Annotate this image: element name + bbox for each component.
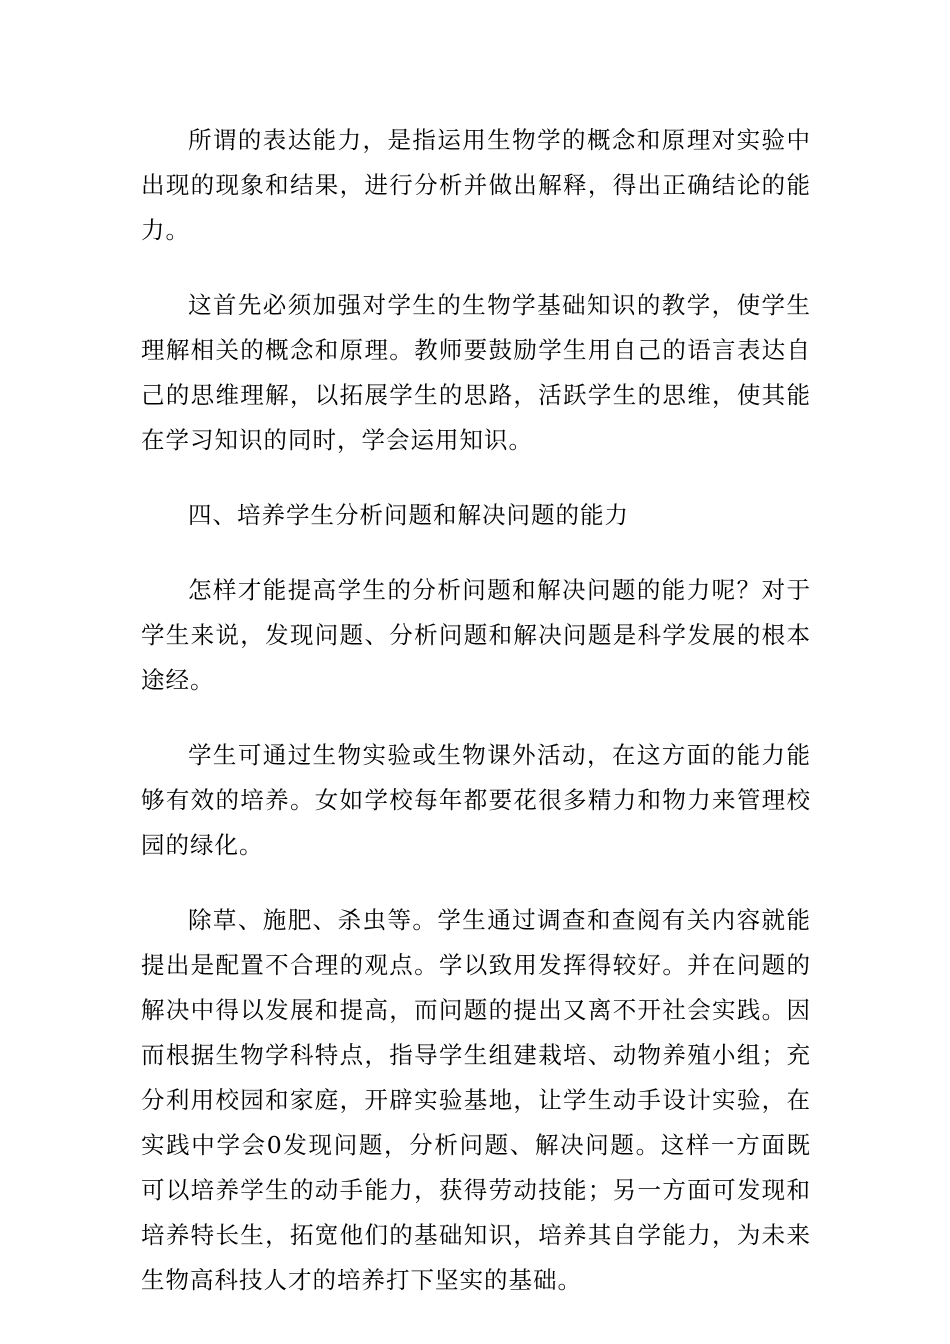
paragraph-experiments: 学生可通过生物实验或生物课外活动，在这方面的能力能够有效的培养。女如学校每年都要花很多精力和物力来管理校园的绿化。 [141, 741, 811, 859]
paragraph-basic-knowledge: 这首先必须加强对学生的生物学基础知识的教学，使学生理解相关的概念和原理。教师要鼓励学生用自己的语言表达自己的思维理解，以拓展学生的思路，活跃学生的思维，使其能在学习知识的同时，学会运用知识。 [141, 291, 811, 454]
section-heading-four: 四、培养学生分析问题和解决问题的能力 [188, 501, 629, 529]
paragraph-practice: 除草、施肥、杀虫等。学生通过调查和查阅有关内容就能提出是配置不合理的观点。学以致用发挥得较好。并在问题的解决中得以发展和提高，而问题的提出又离不开社会实践。因而根据生物学科特点，指导学生组建栽培、动物养殖小组；充分利用校园和家庭，开辟实验基地，让学生动手设计实验，在实践中学会0发现问题，分析问题、解决问题。这样一方面既可以培养学生的动手能力，获得劳动技能；另一方面可发现和培养特长生，拓宽他们的基础知识，培养其自学能力，为未来生物高科技人才的培养打下坚实的基础。 [141, 906, 811, 1294]
paragraph-expression-ability: 所谓的表达能力，是指运用生物学的概念和原理对实验中出现的现象和结果，进行分析并做出解释，得出正确结论的能力。 [141, 126, 811, 244]
body-text [141, 118, 811, 1333]
paragraph-how-to-improve: 怎样才能提高学生的分析问题和解决问题的能力呢？对于学生来说，发现问题、分析问题和解决问题是科学发展的根本途经。 [141, 576, 811, 694]
